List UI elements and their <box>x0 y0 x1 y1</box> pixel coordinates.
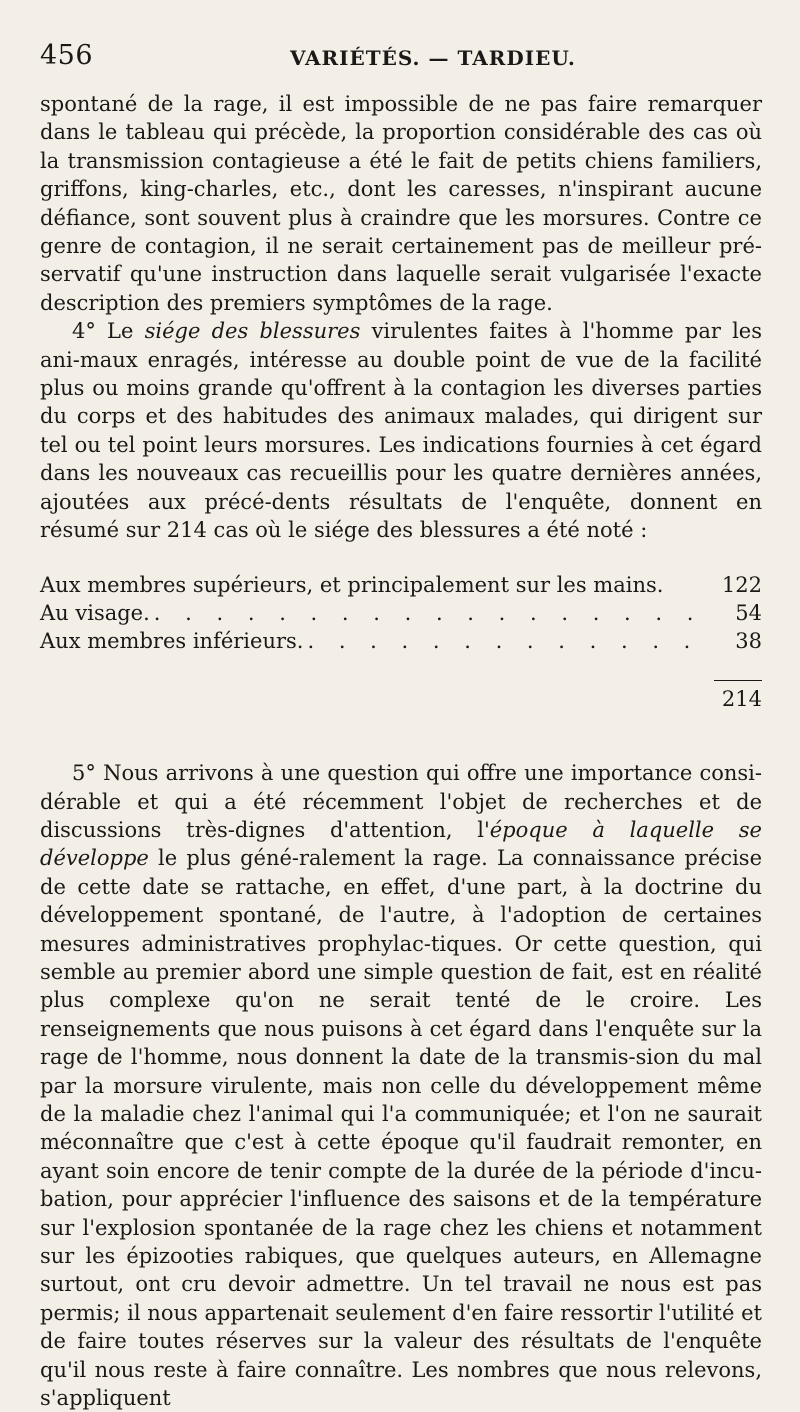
book-page <box>40 40 763 1411</box>
tally-leader <box>154 599 716 627</box>
page-number: 456 <box>40 40 94 71</box>
paragraph-4-italic: siége des blessures <box>144 319 361 344</box>
tally-value: 54 <box>735 600 762 625</box>
paragraph-5 <box>40 759 762 1412</box>
tally-row <box>40 571 762 599</box>
paragraph-5-text: le plus géné-ralement la rage. La connaissance précise de cette date se rattache, en effet, d'une part, à la doctrine du développement spontané, de l'autre, à l'adoption de certaines mesures administratives prophylac-tiques. Or cette question, qui semble au premier abord une simple question de fait, est en réalité plus complexe qu'on ne serait tenté de le croire. Les renseignements que nous puisons à cet égard dans l'enquête sur la rage de l'homme, nous donnent la date de la transmis-sion du mal par la morsure virulente, mais non celle du développement même de la maladie chez l'animal qui l'a communiquée; et l'on ne saurait méconnaître que c'est à cette époque qu'il faudrait remonter, en ayant soin encore de tenir compte de la durée de la période d'incu-bation, pour apprécier l'influence des saisons et de la température sur l'explosion spontanée de la rage chez les chiens et notamment sur les épizooties rabiques, que quelques auteurs, en Allemagne surtout, ont cru devoir admettre. Un tel travail ne nous est pas permis; il nous appartenait seulement d'en faire ressortir l'utilité et de faire toutes réserves sur la valeur des résultats de l'enquête qu'il nous reste à faire connaître. Les nombres que nous relevons, s'appliquent <box>40 846 762 1411</box>
paragraph-4 <box>40 317 762 544</box>
body-text <box>40 90 762 1412</box>
tally-leader <box>307 627 716 655</box>
tally-row <box>40 627 762 655</box>
tally-label: Aux membres supérieurs, et principalement sur les mains. <box>40 572 664 597</box>
running-head: VARIÉTÉS. — TARDIEU. <box>290 46 576 70</box>
tally-value: 122 <box>721 572 762 597</box>
tally-total: 214 <box>721 686 762 711</box>
paragraph-4-text: virulentes faites à l'homme par les ani-maux enragés, intéresse au double point de vue de la facilité plus ou moins grande qu'offrent à la contagion les diverses parties du corps et des habitudes des animaux malades, qui dirigent sur tel ou tel point leurs morsures. Les indications fournies à cet égard dans les nouveaux cas recueillis pour les quatre dernières années, ajoutées aux précé-dents résultats de l'enquête, donnent en résumé sur 214 cas où le siége des blessures a été noté : <box>40 319 763 543</box>
paragraph-5-prefix: 5° Nous arrivons à une question qui offre une importance consi-dérable et qui a été récemment l'objet de recherches et de discussions très-dignes d'attention, l' <box>40 761 762 842</box>
paragraph-5-italic: époque à laquelle se développe <box>40 817 762 871</box>
tally-label: Au visage. <box>40 600 150 625</box>
paragraph-4-prefix: 4° Le <box>72 319 145 344</box>
paragraph-1-text: spontané de la rage, il est impossible de ne pas faire remarquer dans le tableau qui précède, la proportion considérable des cas où la transmission contagieuse a été le fait de petits chiens familiers, griffons, king-charles, etc., dont les caresses, n'inspirant aucune défiance, sont souvent plus à craindre que les morsures. Contre ce genre de contagion, il ne serait certainement pas de meilleur pré-servatif qu'une instruction dans laquelle serait vulgarisée l'exacte description des premiers symptômes de la rage. <box>40 92 762 315</box>
tally-sum-rule <box>714 680 762 681</box>
tally-label: Aux membres inférieurs. <box>40 629 304 654</box>
wound-site-tally <box>40 571 762 714</box>
paragraph-1 <box>40 90 762 317</box>
tally-value: 38 <box>735 629 762 654</box>
page-header <box>40 40 762 80</box>
tally-row <box>40 599 762 627</box>
